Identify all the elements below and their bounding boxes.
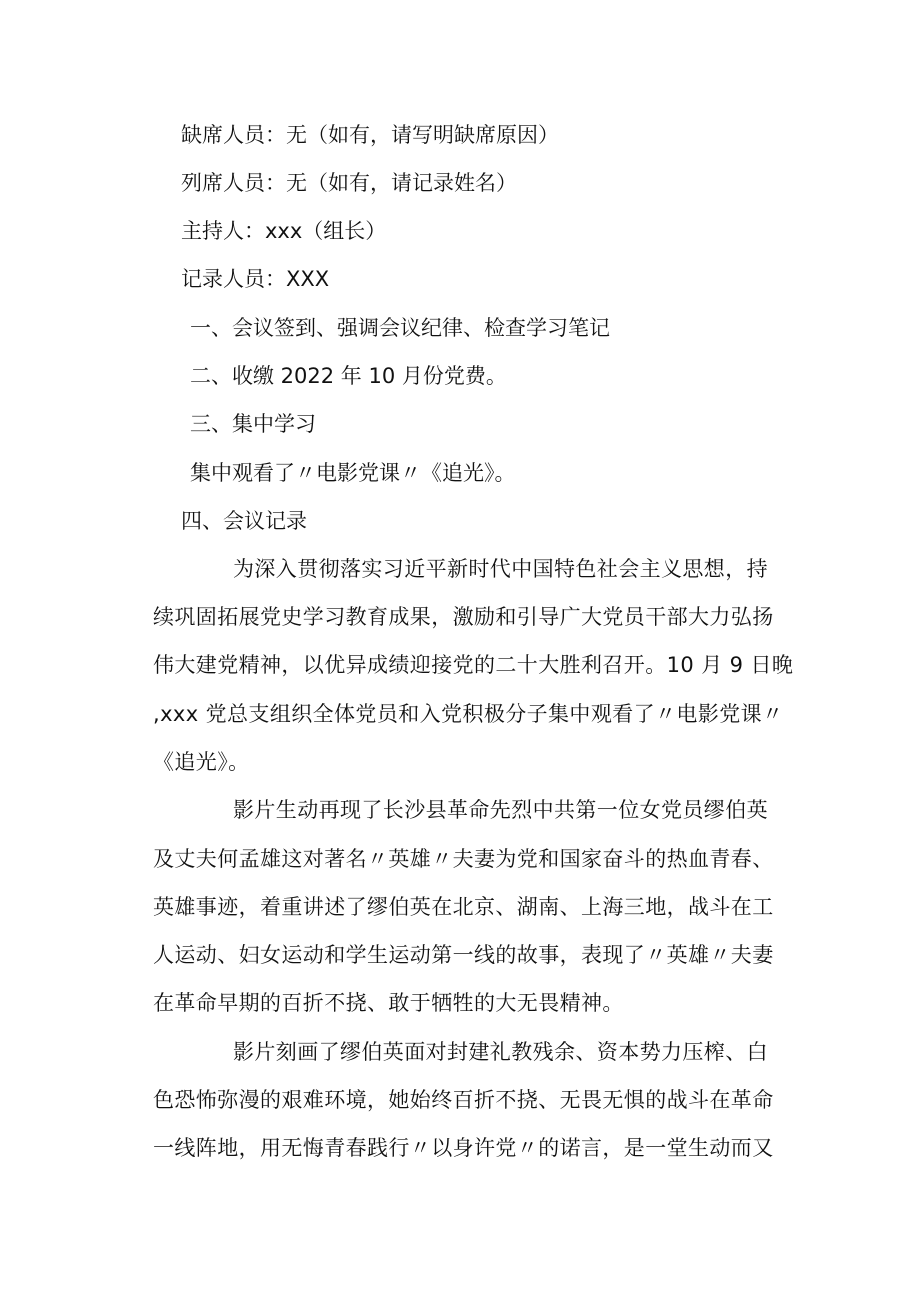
- attending-members-line: 列席人员：无（如有，请记录姓名）: [181, 171, 517, 195]
- paragraph-2-line-3: 英雄事迹，着重讲述了缪伯英在北京、湖南、上海三地，战斗在工: [153, 895, 774, 919]
- agenda-item-2: 二、收缴 2022 年 10 月份党费。: [190, 364, 507, 388]
- paragraph-2-line-2: 及丈夫何孟雄这对著名〃英雄〃夫妻为党和国家奋斗的热血青春、: [153, 847, 774, 871]
- agenda-item-4: 四、会议记录: [181, 509, 307, 533]
- agenda-item-3-detail: 集中观看了〃电影党课〃《追光》。: [190, 461, 516, 485]
- paragraph-2-line-5: 在革命早期的百折不挠、敢于牺牲的大无畏精神。: [153, 991, 624, 1015]
- paragraph-3-line-2: 色恐怖弥漫的艰难环境，她始终百折不挠、无畏无惧的战斗在革命: [153, 1088, 774, 1112]
- absent-members-line: 缺席人员：无（如有，请写明缺席原因）: [181, 123, 559, 147]
- paragraph-2-line-4: 人运动、妇女运动和学生运动第一线的故事，表现了〃英雄〃夫妻: [153, 943, 774, 967]
- paragraph-2-line-1: 影片生动再现了长沙县革命先烈中共第一位女党员缪伯英: [233, 798, 768, 822]
- host-line: 主持人：xxx（组长）: [181, 219, 387, 243]
- paragraph-1-line-4: ,xxx 党总支组织全体党员和入党积极分子集中观看了〃电影党课〃: [153, 702, 784, 726]
- agenda-item-1: 一、会议签到、强调会议纪律、检查学习笔记: [190, 316, 610, 340]
- paragraph-1-line-2: 续巩固拓展党史学习教育成果，激励和引导广大党员干部大力弘扬: [153, 605, 774, 629]
- paragraph-1-line-5: 《追光》。: [153, 750, 250, 774]
- paragraph-3-line-1: 影片刻画了缪伯英面对封建礼教残余、资本势力压榨、白: [233, 1040, 768, 1064]
- recorder-line: 记录人员：XXX: [181, 267, 330, 291]
- paragraph-1-line-3: 伟大建党精神，以优异成绩迎接党的二十大胜利召开。10 月 9 日晚: [153, 653, 794, 677]
- agenda-item-3: 三、集中学习: [190, 412, 316, 436]
- paragraph-1-line-1: 为深入贯彻落实习近平新时代中国特色社会主义思想，持: [233, 557, 768, 581]
- paragraph-3-line-3: 一线阵地，用无悔青春践行〃以身许党〃的诺言，是一堂生动而又: [153, 1136, 774, 1160]
